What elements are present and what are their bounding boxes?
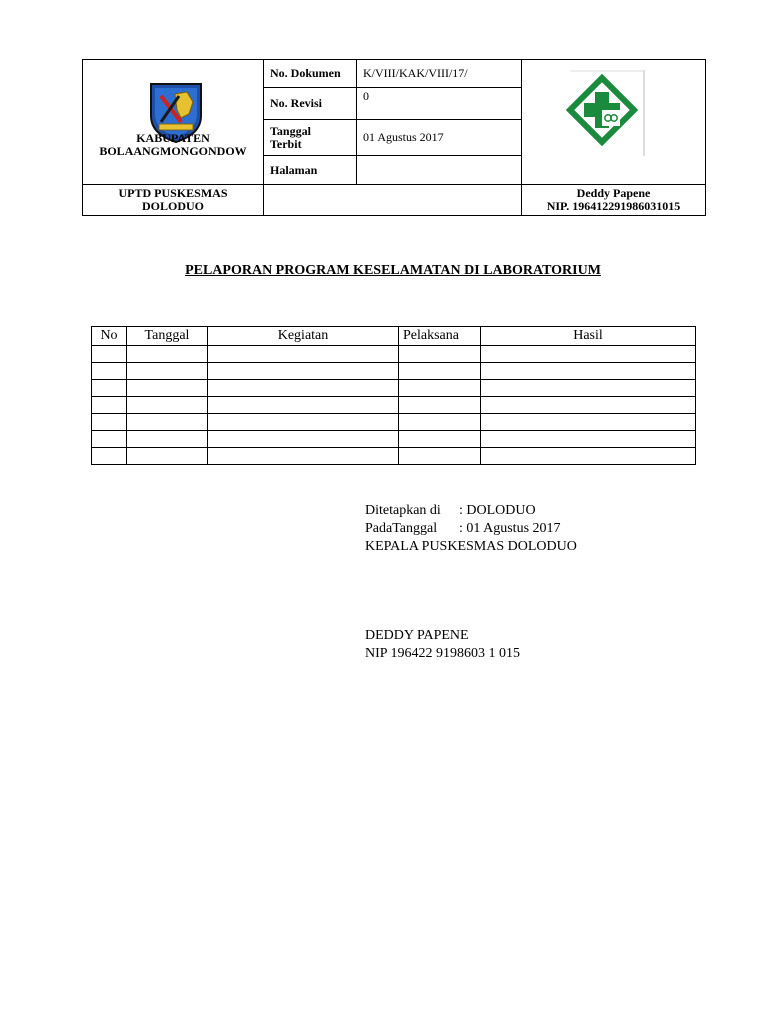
place-value: : DOLODUO — [459, 503, 536, 518]
issue-date-label-line1: Tanggal — [270, 123, 311, 138]
date-value: : 01 Agustus 2017 — [459, 521, 561, 536]
document-title-text: PELAPORAN PROGRAM KESELAMATAN DI LABORATORIUM — [185, 263, 601, 278]
table-cell — [92, 448, 127, 465]
page-label: Halaman — [264, 156, 357, 185]
table-cell — [399, 448, 481, 465]
document-header-table — [82, 59, 706, 216]
table-row — [92, 448, 696, 465]
table-cell — [127, 431, 208, 448]
table-cell — [481, 397, 696, 414]
place-line — [365, 502, 577, 520]
table-cell — [208, 431, 399, 448]
table-cell — [92, 431, 127, 448]
revision-label: No. Revisi — [264, 88, 357, 120]
table-cell — [92, 414, 127, 431]
signature-nip: NIP 196422 9198603 1 015 — [365, 646, 521, 661]
doc-number-label: No. Dokumen — [264, 60, 357, 88]
table-cell — [127, 380, 208, 397]
col-header-pelaksana: Pelaksana — [399, 327, 481, 346]
blank-merged-cell — [264, 185, 522, 216]
table-cell — [399, 414, 481, 431]
table-cell — [208, 448, 399, 465]
signer-name: Deddy Papene — [576, 186, 651, 200]
col-header-hasil: Hasil — [481, 327, 696, 346]
table-cell — [208, 380, 399, 397]
unit-name-cell — [83, 185, 264, 216]
table-cell — [399, 431, 481, 448]
report-table-body — [92, 346, 696, 465]
table-cell — [399, 363, 481, 380]
table-row — [92, 397, 696, 414]
issue-date-label-line2: Terbit — [270, 136, 302, 151]
col-header-no: No — [92, 327, 127, 346]
puskesmas-logo-cell — [522, 60, 706, 185]
page-value — [357, 156, 522, 185]
table-cell — [399, 346, 481, 363]
issue-date-label — [264, 120, 357, 156]
table-cell — [127, 346, 208, 363]
table-cell — [399, 380, 481, 397]
table-row — [92, 431, 696, 448]
table-cell — [481, 448, 696, 465]
table-cell — [481, 346, 696, 363]
signature-block — [365, 502, 577, 556]
report-table — [91, 326, 696, 465]
organization-name — [83, 132, 263, 158]
unit-name-line1: UPTD PUSKESMAS — [118, 186, 228, 200]
issue-date-value: 01 Agustus 2017 — [357, 120, 522, 156]
unit-name-line2: DOLODUO — [141, 199, 204, 213]
table-cell — [127, 414, 208, 431]
table-cell — [92, 363, 127, 380]
signer-position: KEPALA PUSKESMAS DOLODUO — [365, 539, 577, 554]
date-label: PadaTanggal — [365, 521, 438, 536]
signature-name-block — [365, 627, 520, 663]
table-row — [92, 363, 696, 380]
org-logo-cell — [83, 60, 264, 185]
table-cell — [92, 380, 127, 397]
signature-name: DEDDY PAPENE — [365, 628, 469, 643]
table-cell — [208, 397, 399, 414]
table-cell — [127, 363, 208, 380]
col-header-tanggal: Tanggal — [127, 327, 208, 346]
signer-cell — [522, 185, 706, 216]
table-cell — [208, 414, 399, 431]
table-cell — [127, 397, 208, 414]
place-label: Ditetapkan di — [365, 503, 441, 518]
table-cell — [481, 380, 696, 397]
table-cell — [208, 346, 399, 363]
signer-nip: NIP. 196412291986031015 — [546, 199, 681, 213]
table-cell — [92, 397, 127, 414]
table-cell — [127, 448, 208, 465]
table-cell — [481, 414, 696, 431]
table-row — [92, 414, 696, 431]
col-header-kegiatan: Kegiatan — [208, 327, 399, 346]
table-cell — [399, 397, 481, 414]
org-name-line2: BOLAANGMONGONDOW — [99, 144, 247, 158]
doc-number-value: K/VIII/KAK/VIII/17/ — [357, 60, 522, 88]
table-cell — [481, 363, 696, 380]
document-title — [0, 263, 768, 279]
revision-value: 0 — [357, 88, 522, 120]
table-row — [92, 380, 696, 397]
table-cell — [92, 346, 127, 363]
table-cell — [481, 431, 696, 448]
table-cell — [208, 363, 399, 380]
puskesmas-logo-icon — [564, 70, 646, 156]
date-line — [365, 520, 577, 538]
table-row — [92, 346, 696, 363]
org-name-line1: KABUPATEN — [136, 131, 210, 145]
